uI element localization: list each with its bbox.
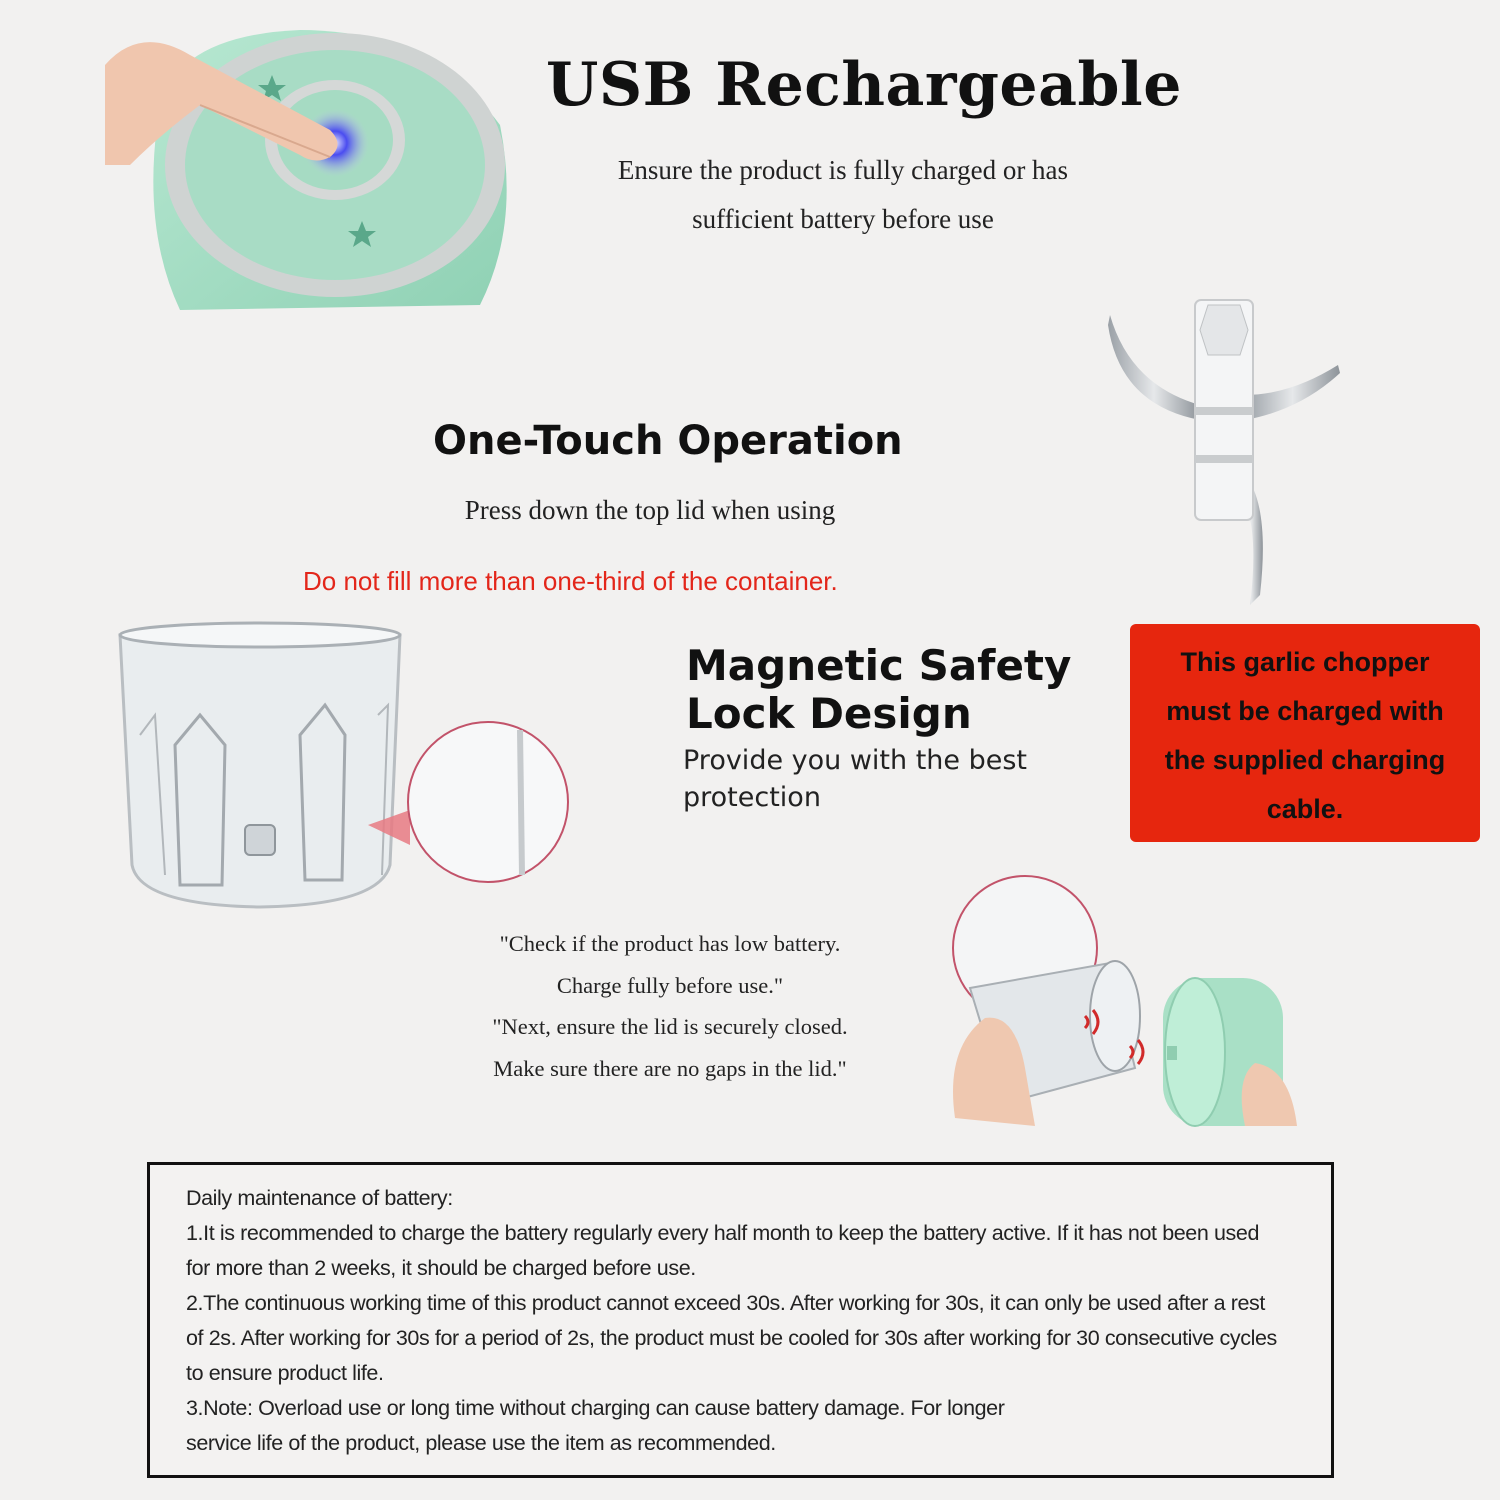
magnetic-subtitle-line1: Provide you with the best [683, 745, 1027, 776]
fill-warning: Do not fill more than one-third of the container. [303, 566, 838, 596]
blade-image [1100, 295, 1350, 610]
usb-subtitle [540, 146, 1146, 244]
quote-line4: Make sure there are no gaps in the lid." [493, 1055, 847, 1081]
one-touch-title: One-Touch Operation [433, 418, 903, 464]
magnetic-title [686, 642, 1071, 738]
maintenance-box [147, 1162, 1334, 1478]
charging-notice-line3: the supplied charging [1164, 745, 1446, 775]
usb-subtitle-line1: Ensure the product is fully charged or has [617, 155, 1069, 185]
maintenance-line: of 2s. After working for 30s for a period of 2s, the product must be cooled for 30s after working for 30 consecutive cycles [186, 1326, 1277, 1350]
maintenance-line: service life of the product, please use the item as recommended. [186, 1431, 776, 1455]
one-touch-subtitle: Press down the top lid when using [464, 495, 836, 525]
magnetic-subtitle [683, 742, 1027, 816]
container-image [110, 615, 580, 915]
maintenance-line: 2.The continuous working time of this product cannot exceed 30s. After working for 30s, it can only be used after a rest [186, 1291, 1265, 1315]
lid-closing-image [945, 868, 1305, 1128]
usb-title: USB Rechargeable [546, 50, 1182, 120]
maintenance-line: for more than 2 weeks, it should be charged before use. [186, 1256, 696, 1280]
maintenance-line: 3.Note: Overload use or long time without charging can cause battery damage. For longer [186, 1396, 1005, 1420]
maintenance-line: 1.It is recommended to charge the battery regularly every half month to keep the battery active. If it has not been used [186, 1221, 1260, 1245]
quote-block [440, 923, 900, 1089]
quote-line1: "Check if the product has low battery. [499, 931, 841, 956]
charging-notice-line4: cable. [1266, 794, 1344, 824]
maintenance-heading: Daily maintenance of battery: [186, 1186, 453, 1210]
charging-notice-box [1130, 624, 1480, 842]
maintenance-line: to ensure product life. [186, 1361, 384, 1385]
quote-line2: Charge fully before use." [556, 972, 784, 998]
quote-line3: "Next, ensure the lid is securely closed. [492, 1014, 848, 1039]
device-top-image [100, 25, 520, 325]
magnetic-subtitle-line2: protection [683, 782, 821, 813]
magnetic-title-line2: Lock Design [686, 689, 972, 738]
magnetic-title-line1: Magnetic Safety [686, 641, 1072, 690]
charging-notice-line2: must be charged with [1166, 696, 1444, 726]
usb-subtitle-line2: sufficient battery before use [692, 204, 994, 234]
charging-notice-line1: This garlic chopper [1180, 647, 1430, 677]
